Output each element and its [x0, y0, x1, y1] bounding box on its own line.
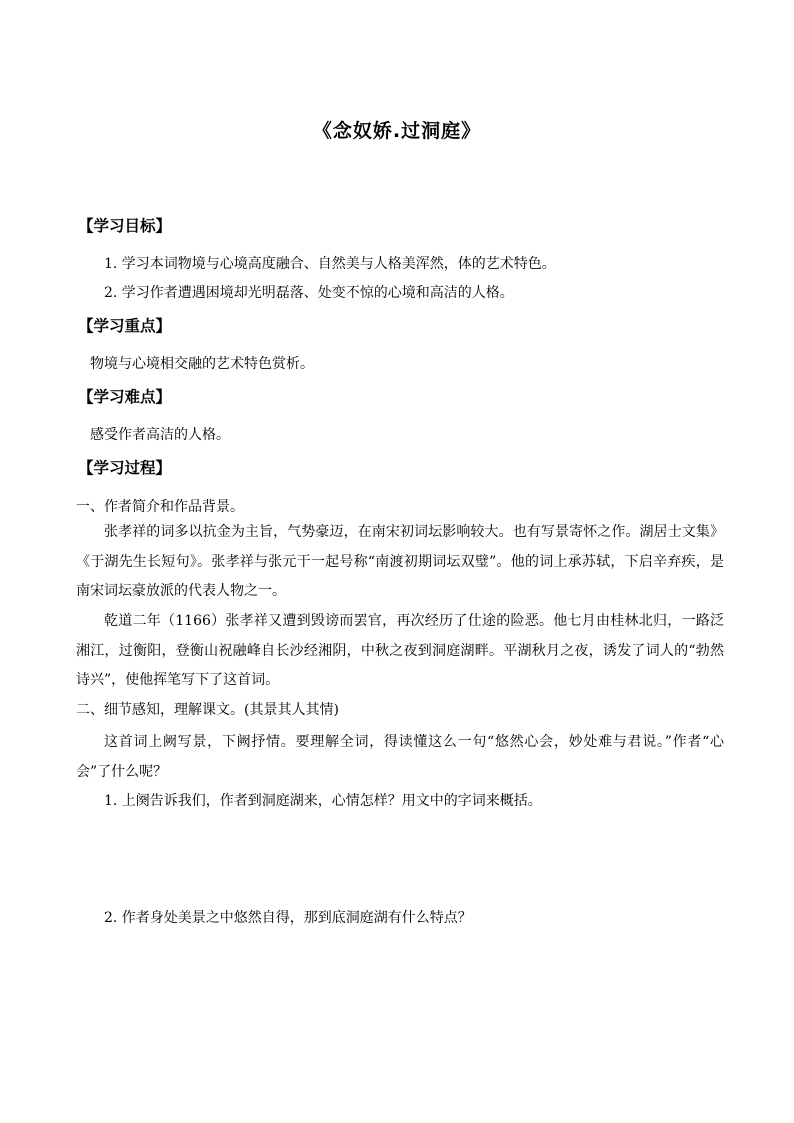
heading-process: 【学习过程】: [78, 459, 172, 477]
part2-title: 二、细节感知，理解课文。(其景其人其情): [76, 702, 339, 718]
goal-item-2: 2. 学习作者遭遇困境却光明磊落、处变不惊的心境和高洁的人格。: [104, 285, 514, 301]
heading-goals: 【学习目标】: [78, 217, 172, 235]
question-1: 1. 上阕告诉我们，作者到洞庭湖来，心情怎样？用文中的字词来概括。: [104, 793, 542, 809]
part1-title: 一、作者简介和作品背景。: [76, 499, 244, 515]
goal-item-1: 1. 学习本词物境与心境高度融合、自然美与人格美浑然，体的艺术特色。: [104, 256, 556, 272]
difficulty-text: 感受作者高洁的人格。: [90, 427, 230, 443]
part2-paragraph: 这首词上阙写景，下阙抒情。要理解全词，得读懂这么一句“悠然心会，妙处难与君说。”作者“心会”了什么呢？: [76, 734, 724, 780]
focus-text: 物境与心境相交融的艺术特色赏析。: [90, 356, 314, 372]
question-2: 2. 作者身处美景之中悠然自得，那到底洞庭湖有什么特点？: [104, 910, 472, 926]
part1-paragraph-1: 张孝祥的词多以抗金为主旨，气势豪迈，在南宋初词坛影响较大。也有写景寄怀之作。湖居士文集》《于湖先生长短句》。张孝祥与张元干一起号称“南渡初期词坛双璧”。他的词上承苏轼，下启辛弃疾，是南宋词坛豪放派的代表人物之一。: [76, 524, 724, 599]
heading-difficulty: 【学习难点】: [78, 388, 172, 406]
part1-paragraph-2: 乾道二年（1166）张孝祥又遭到毁谤而罢官，再次经历了仕途的险恶。他七月由桂林北归，一路泛湘江，过衡阳，登衡山祝融峰自长沙经湘阴，中秋之夜到洞庭湖畔。平湖秋月之夜，诱发了词人的“勃然诗兴”，使他挥笔写下了这首词。: [76, 613, 724, 688]
heading-focus: 【学习重点】: [78, 317, 172, 335]
page-title: 《念奴娇.过洞庭》: [312, 120, 482, 142]
